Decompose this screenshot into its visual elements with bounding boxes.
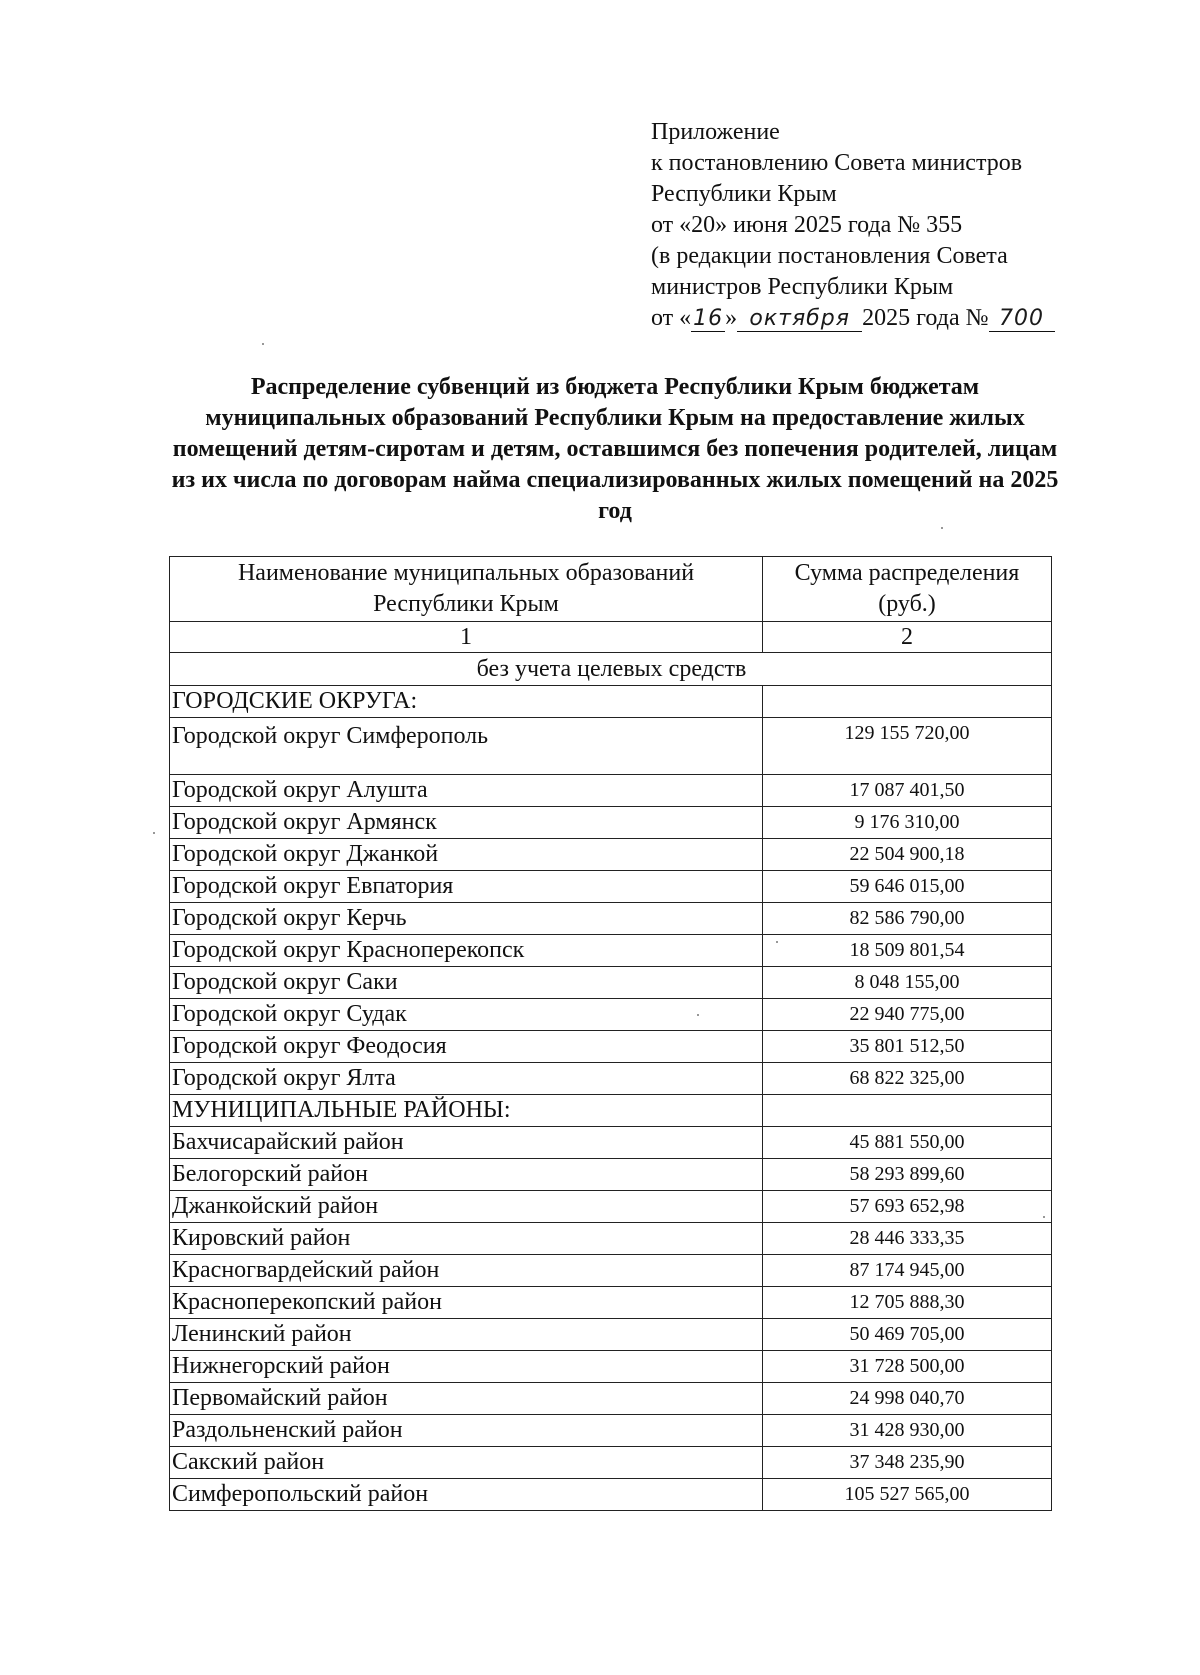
date-quote: » xyxy=(725,305,738,331)
appendix-header xyxy=(651,117,1171,334)
distribution-amount: 37 348 235,90 xyxy=(763,1447,1052,1479)
scan-speck xyxy=(697,1014,699,1016)
distribution-amount: 35 801 512,50 xyxy=(763,1031,1052,1063)
table-row xyxy=(170,1383,1052,1415)
group-amount-empty xyxy=(763,686,1052,718)
scan-speck xyxy=(941,527,943,529)
section-label: без учета целевых средств xyxy=(170,653,1052,686)
distribution-table xyxy=(169,556,1052,1511)
municipality-name: Кировский район xyxy=(170,1223,763,1255)
distribution-amount: 8 048 155,00 xyxy=(763,967,1052,999)
appendix-line: (в редакции постановления Совета xyxy=(651,243,1008,269)
table-row xyxy=(170,1447,1052,1479)
municipality-name: Белогорский район xyxy=(170,1159,763,1191)
col-header-name: Наименование муниципальных образований Республики Крым xyxy=(170,557,763,622)
distribution-amount: 24 998 040,70 xyxy=(763,1383,1052,1415)
municipality-name: Городской округ Красноперекопск xyxy=(170,935,763,967)
distribution-amount: 31 728 500,00 xyxy=(763,1351,1052,1383)
municipality-name: Городской округ Алушта xyxy=(170,775,763,807)
distribution-amount: 22 940 775,00 xyxy=(763,999,1052,1031)
municipality-name: Джанкойский район xyxy=(170,1191,763,1223)
scan-speck xyxy=(776,941,778,943)
group-row xyxy=(170,1095,1052,1127)
appendix-line: министров Республики Крым xyxy=(651,274,954,300)
table-row xyxy=(170,839,1052,871)
distribution-amount: 17 087 401,50 xyxy=(763,775,1052,807)
date-prefix: от « xyxy=(651,305,692,331)
table-row xyxy=(170,775,1052,807)
distribution-amount: 82 586 790,00 xyxy=(763,903,1052,935)
table-row xyxy=(170,1351,1052,1383)
table-row xyxy=(170,1415,1052,1447)
group-label: ГОРОДСКИЕ ОКРУГА: xyxy=(170,686,763,718)
municipality-name: Бахчисарайский район xyxy=(170,1127,763,1159)
table-row xyxy=(170,1319,1052,1351)
table-row xyxy=(170,807,1052,839)
municipality-name: Раздольненский район xyxy=(170,1415,763,1447)
group-amount-empty xyxy=(763,1095,1052,1127)
table-header-row xyxy=(170,557,1052,622)
table-row xyxy=(170,1127,1052,1159)
table-row xyxy=(170,1223,1052,1255)
appendix-line: к постановлению Совета министров xyxy=(651,150,1023,176)
distribution-amount: 68 822 325,00 xyxy=(763,1063,1052,1095)
municipality-name: Красногвардейский район xyxy=(170,1255,763,1287)
table-row xyxy=(170,1063,1052,1095)
scan-speck xyxy=(1043,1216,1045,1218)
distribution-amount: 105 527 565,00 xyxy=(763,1479,1052,1511)
distribution-amount: 129 155 720,00 xyxy=(763,718,1052,775)
distribution-amount: 31 428 930,00 xyxy=(763,1415,1052,1447)
table-row xyxy=(170,1191,1052,1223)
table-row xyxy=(170,999,1052,1031)
table-row xyxy=(170,1255,1052,1287)
appendix-line: Приложение xyxy=(651,119,780,145)
handwritten-number: 700 xyxy=(989,307,1055,332)
distribution-amount: 59 646 015,00 xyxy=(763,871,1052,903)
municipality-name: Городской округ Симферополь xyxy=(170,718,763,775)
table-row xyxy=(170,1031,1052,1063)
table-row xyxy=(170,903,1052,935)
municipality-name: Ленинский район xyxy=(170,1319,763,1351)
table-row xyxy=(170,871,1052,903)
table-row xyxy=(170,935,1052,967)
distribution-amount: 12 705 888,30 xyxy=(763,1287,1052,1319)
document-title: Распределение субвенций из бюджета Республики Крым бюджетам муниципальных образований Республики Крым на предоставление жилых помещений детям-сиротам и детям, оставшимся без попечения родителей, лицам из их числа по договорам найма специализированных жилых помещений на 2025 год xyxy=(171,374,1059,524)
municipality-name: Городской округ Феодосия xyxy=(170,1031,763,1063)
municipality-name: Городской округ Ялта xyxy=(170,1063,763,1095)
municipality-name: Городской округ Саки xyxy=(170,967,763,999)
distribution-amount: 58 293 899,60 xyxy=(763,1159,1052,1191)
appendix-line: Республики Крым xyxy=(651,181,837,207)
group-label: МУНИЦИПАЛЬНЫЕ РАЙОНЫ: xyxy=(170,1095,763,1127)
distribution-amount: 87 174 945,00 xyxy=(763,1255,1052,1287)
col-header-amount: Сумма распределения (руб.) xyxy=(763,557,1052,622)
distribution-amount: 45 881 550,00 xyxy=(763,1127,1052,1159)
scan-speck xyxy=(153,832,155,834)
table-row xyxy=(170,1479,1052,1511)
municipality-name: Городской округ Армянск xyxy=(170,807,763,839)
scan-speck xyxy=(262,343,264,345)
municipality-name: Симферопольский район xyxy=(170,1479,763,1511)
distribution-amount: 9 176 310,00 xyxy=(763,807,1052,839)
distribution-amount: 22 504 900,18 xyxy=(763,839,1052,871)
distribution-amount: 50 469 705,00 xyxy=(763,1319,1052,1351)
municipality-name: Городской округ Судак xyxy=(170,999,763,1031)
date-year: 2025 года № xyxy=(862,305,989,331)
distribution-amount: 28 446 333,35 xyxy=(763,1223,1052,1255)
table-row xyxy=(170,1159,1052,1191)
municipality-name: Городской округ Евпатория xyxy=(170,871,763,903)
table-row xyxy=(170,967,1052,999)
municipality-name: Городской округ Джанкой xyxy=(170,839,763,871)
municipality-name: Городской округ Керчь xyxy=(170,903,763,935)
distribution-amount: 57 693 652,98 xyxy=(763,1191,1052,1223)
handwritten-month: октября xyxy=(737,307,862,332)
table-row xyxy=(170,1287,1052,1319)
column-number-row xyxy=(170,622,1052,653)
col-number-1: 1 xyxy=(170,622,763,653)
table-row xyxy=(170,718,1052,775)
col-number-2: 2 xyxy=(763,622,1052,653)
municipality-name: Нижнегорский район xyxy=(170,1351,763,1383)
distribution-amount: 18 509 801,54 xyxy=(763,935,1052,967)
appendix-line: от «20» июня 2025 года № 355 xyxy=(651,212,963,238)
group-row xyxy=(170,686,1052,718)
municipality-name: Сакский район xyxy=(170,1447,763,1479)
section-row xyxy=(170,653,1052,686)
municipality-name: Первомайский район xyxy=(170,1383,763,1415)
amendment-date-line xyxy=(651,303,1171,334)
handwritten-day: 16 xyxy=(693,306,724,331)
municipality-name: Красноперекопский район xyxy=(170,1287,763,1319)
